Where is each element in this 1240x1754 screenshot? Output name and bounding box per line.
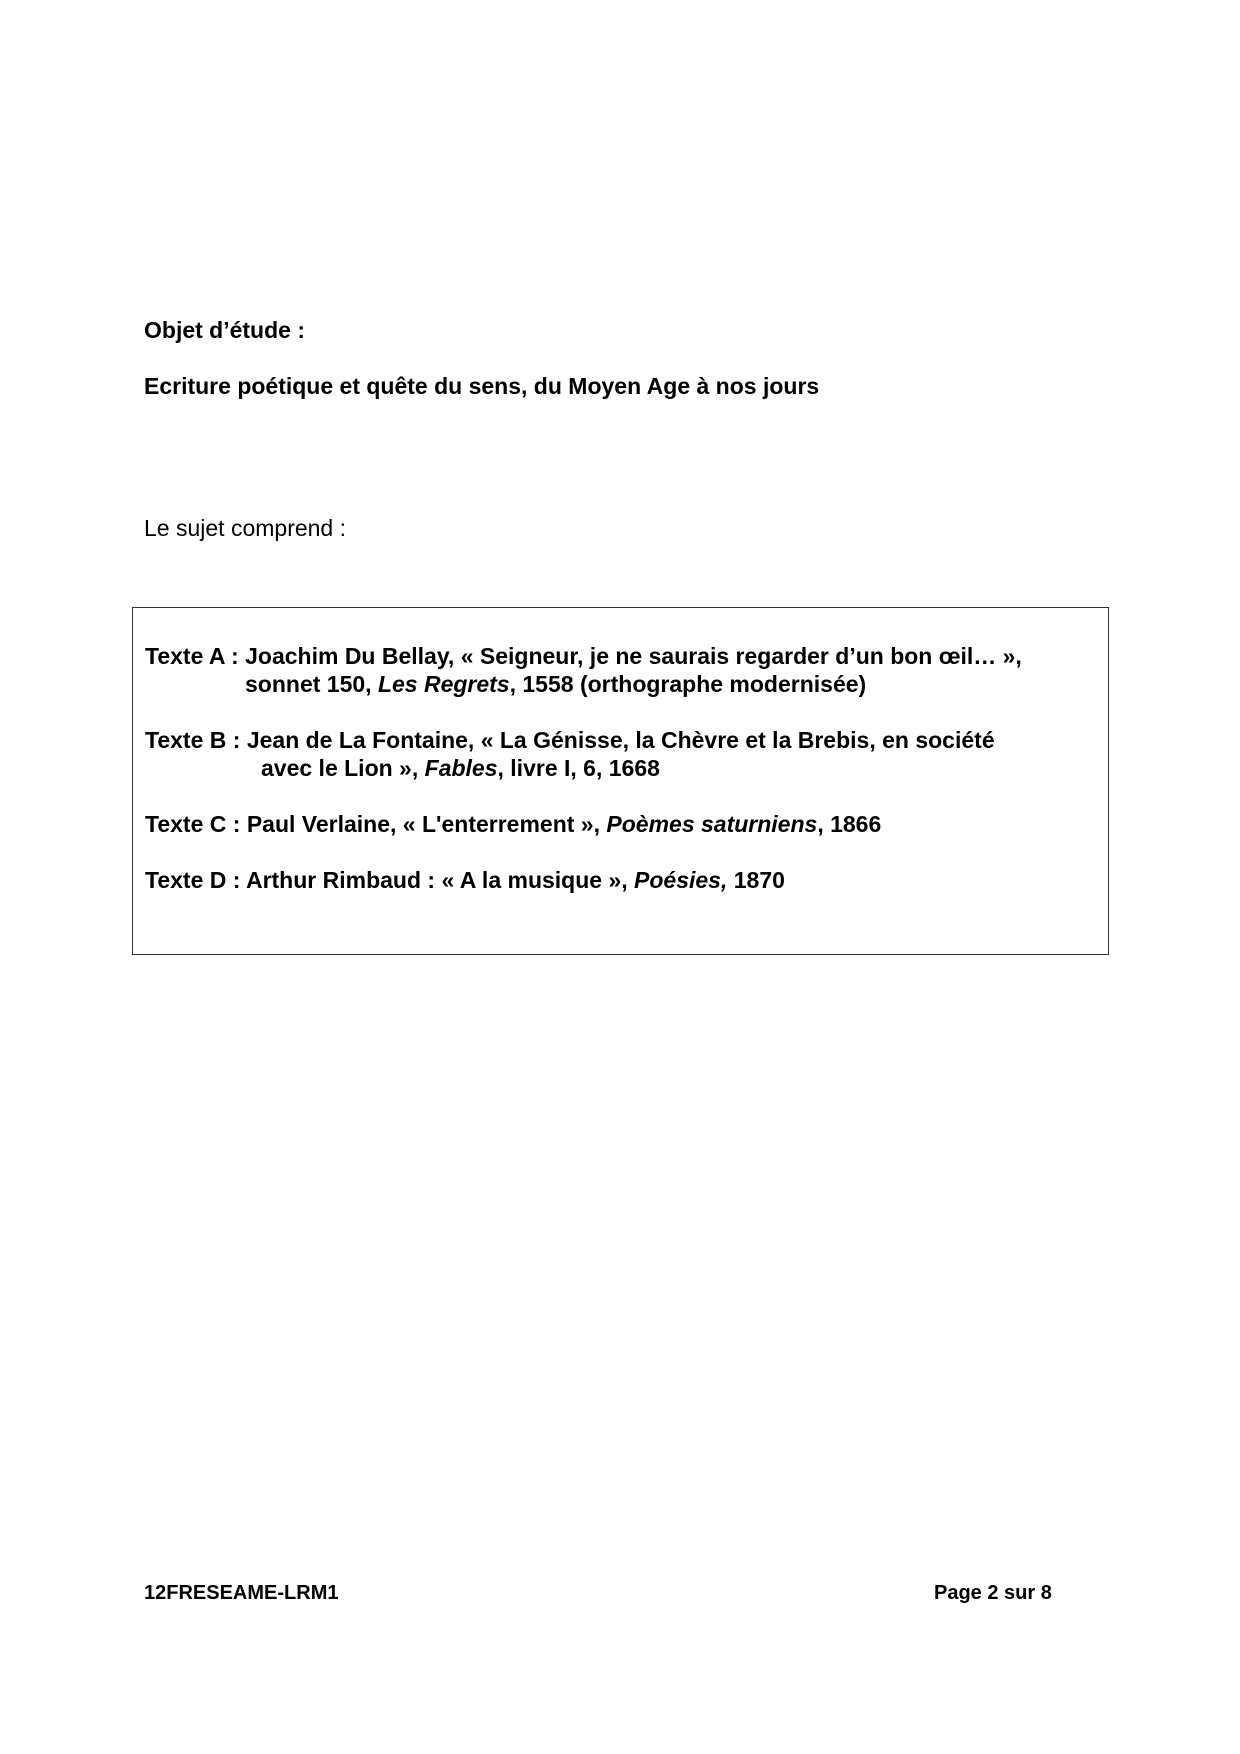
texte-c-line bbox=[145, 811, 881, 838]
texte-a-line2 bbox=[245, 671, 866, 698]
sujet-intro: Le sujet comprend : bbox=[144, 515, 347, 541]
footer-page-number: Page 2 sur 8 bbox=[934, 1582, 1052, 1604]
footer-document-code: 12FRESEAME-LRM1 bbox=[144, 1582, 339, 1604]
texte-c-work-title: Poèmes saturniens bbox=[606, 811, 818, 837]
texte-b-line2-post: , livre I, 6, 1668 bbox=[497, 755, 660, 781]
texte-b-work-title: Fables bbox=[424, 755, 498, 781]
texte-a-line2-post: , 1558 (orthographe modernisée) bbox=[509, 671, 867, 697]
texte-d-pre: Texte D : Arthur Rimbaud : « A la musique », bbox=[145, 867, 635, 893]
texte-d-line bbox=[145, 867, 785, 894]
objet-etude-label: Objet d’étude : bbox=[144, 317, 305, 343]
texte-a-line1: Texte A : Joachim Du Bellay, « Seigneur, je ne saurais regarder d’un bon œil… », bbox=[145, 643, 1022, 669]
objet-etude-title: Ecriture poétique et quête du sens, du Moyen Age à nos jours bbox=[144, 373, 820, 399]
texte-c-post: , 1866 bbox=[817, 811, 882, 837]
texte-b-line2-pre: avec le Lion », bbox=[261, 755, 425, 781]
texte-a-work-title: Les Regrets bbox=[377, 671, 510, 697]
texte-b-line2 bbox=[261, 755, 660, 782]
texte-a-line2-pre: sonnet 150, bbox=[245, 671, 378, 697]
texts-list-box bbox=[132, 607, 1109, 955]
texte-d-post: 1870 bbox=[727, 867, 785, 893]
texte-d-work-title: Poésies, bbox=[634, 867, 728, 893]
texte-b-line1: Texte B : Jean de La Fontaine, « La Génisse, la Chèvre et la Brebis, en société bbox=[145, 727, 995, 753]
texte-c-pre: Texte C : Paul Verlaine, « L'enterrement », bbox=[145, 811, 607, 837]
